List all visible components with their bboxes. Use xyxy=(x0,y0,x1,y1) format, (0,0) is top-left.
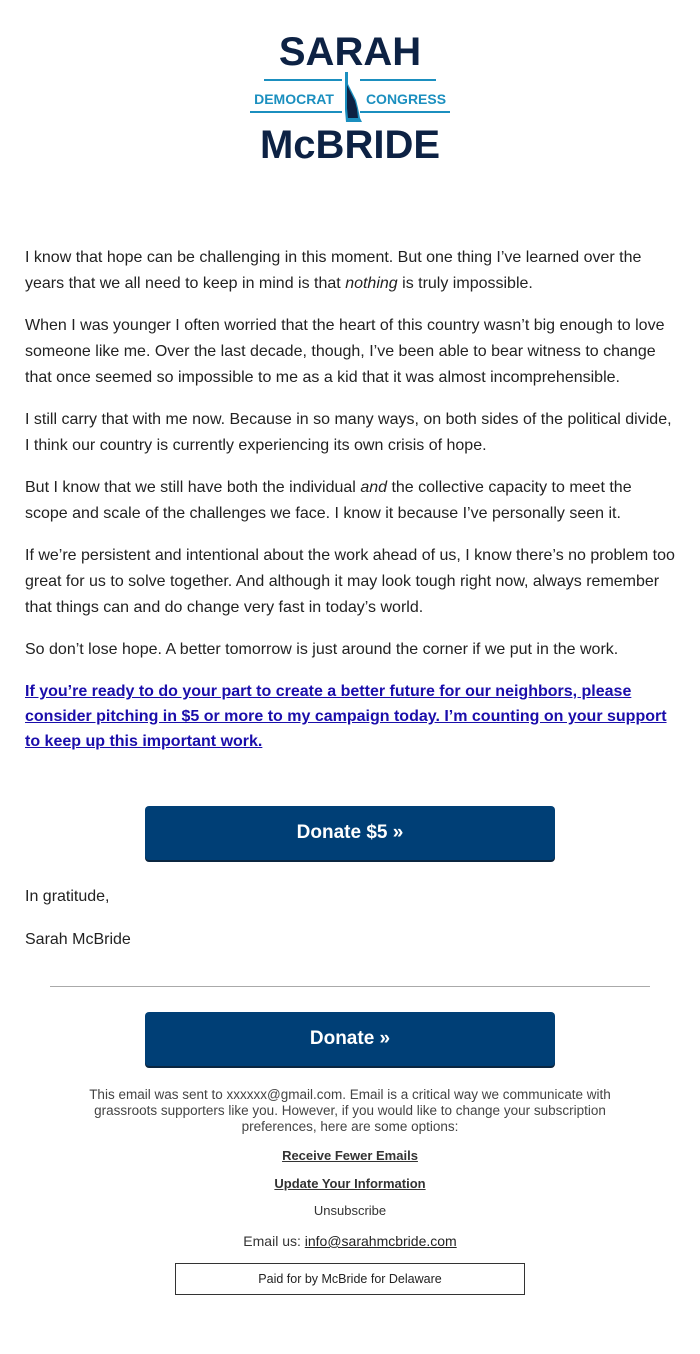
paragraph-3: I still carry that with me now. Because in so many ways, on both sides of the political divide, I think our country is currently experiencing its own crisis of hope. xyxy=(25,411,672,454)
paragraph-1: I know that hope can be challenging in this moment. But one thing I’ve learned over the years that we all need to keep in mind is that nothing is truly impossible. xyxy=(25,249,642,292)
cta-paragraph xyxy=(25,679,675,754)
logo-graphic xyxy=(248,32,452,162)
update-info-row xyxy=(0,1176,700,1191)
receive-fewer-emails-link[interactable]: Receive Fewer Emails xyxy=(282,1148,418,1163)
paid-for-disclaimer: Paid for by McBride for Delaware xyxy=(175,1263,525,1295)
donate-cta-link[interactable]: If you’re ready to do your part to create a better future for our neighbors, please consider pitching in $5 or more to my campaign today. I’m counting on your support to keep up this important work. xyxy=(25,683,667,750)
logo-right-word: CONGRESS xyxy=(365,91,447,107)
unsubscribe-link[interactable]: Unsubscribe xyxy=(313,1203,387,1218)
donate-button[interactable]: Donate » xyxy=(145,1012,555,1066)
paragraph-5: If we’re persistent and intentional about the work ahead of us, I know there’s no problem too great for us to solve together. And although it may look tough right now, always remember that things can and do change very fast in today’s world. xyxy=(25,547,675,616)
logo-rule-bottom-left xyxy=(250,111,342,113)
footer-notice: This email was sent to xxxxxx@gmail.com. Email is a critical way we communicate with grassroots supporters like you. However, if you would like to change your subscription preferences, here are some options: xyxy=(89,1087,611,1134)
logo-rule-top-right xyxy=(360,79,436,81)
email-address-link[interactable]: info@sarahmcbride.com xyxy=(304,1233,457,1249)
fewer-emails-row xyxy=(0,1148,700,1163)
campaign-logo xyxy=(248,32,452,162)
closing-text: In gratitude, xyxy=(25,888,110,905)
update-information-link[interactable]: Update Your Information xyxy=(274,1176,426,1191)
paragraph-4: But I know that we still have both the individual and the collective capacity to meet the scope and scale of the challenges we face. I know it because I’ve personally seen it. xyxy=(25,479,632,522)
signature-name: Sarah McBride xyxy=(25,931,131,948)
logo-rule-bottom-right xyxy=(360,111,450,113)
email-us-row xyxy=(0,1233,700,1249)
paragraph-6: So don’t lose hope. A better tomorrow is just around the corner if we put in the work. xyxy=(25,641,619,658)
logo-bottom-word: McBRIDE xyxy=(259,123,441,162)
paragraph-2: When I was younger I often worried that the heart of this country wasn’t big enough to love someone like me. Over the last decade, though, I’ve been able to bear witness to change that once seemed so impossible to me as a kid that it was almost incomprehensible. xyxy=(25,317,665,386)
donate-5-button[interactable]: Donate $5 » xyxy=(145,806,555,860)
divider xyxy=(50,986,650,987)
logo-left-word: DEMOCRAT xyxy=(254,91,334,107)
logo-rule-top-left xyxy=(264,79,342,81)
email-body xyxy=(25,245,675,770)
logo-top-word: SARAH xyxy=(278,32,422,74)
email-us-label: Email us: xyxy=(243,1233,305,1249)
